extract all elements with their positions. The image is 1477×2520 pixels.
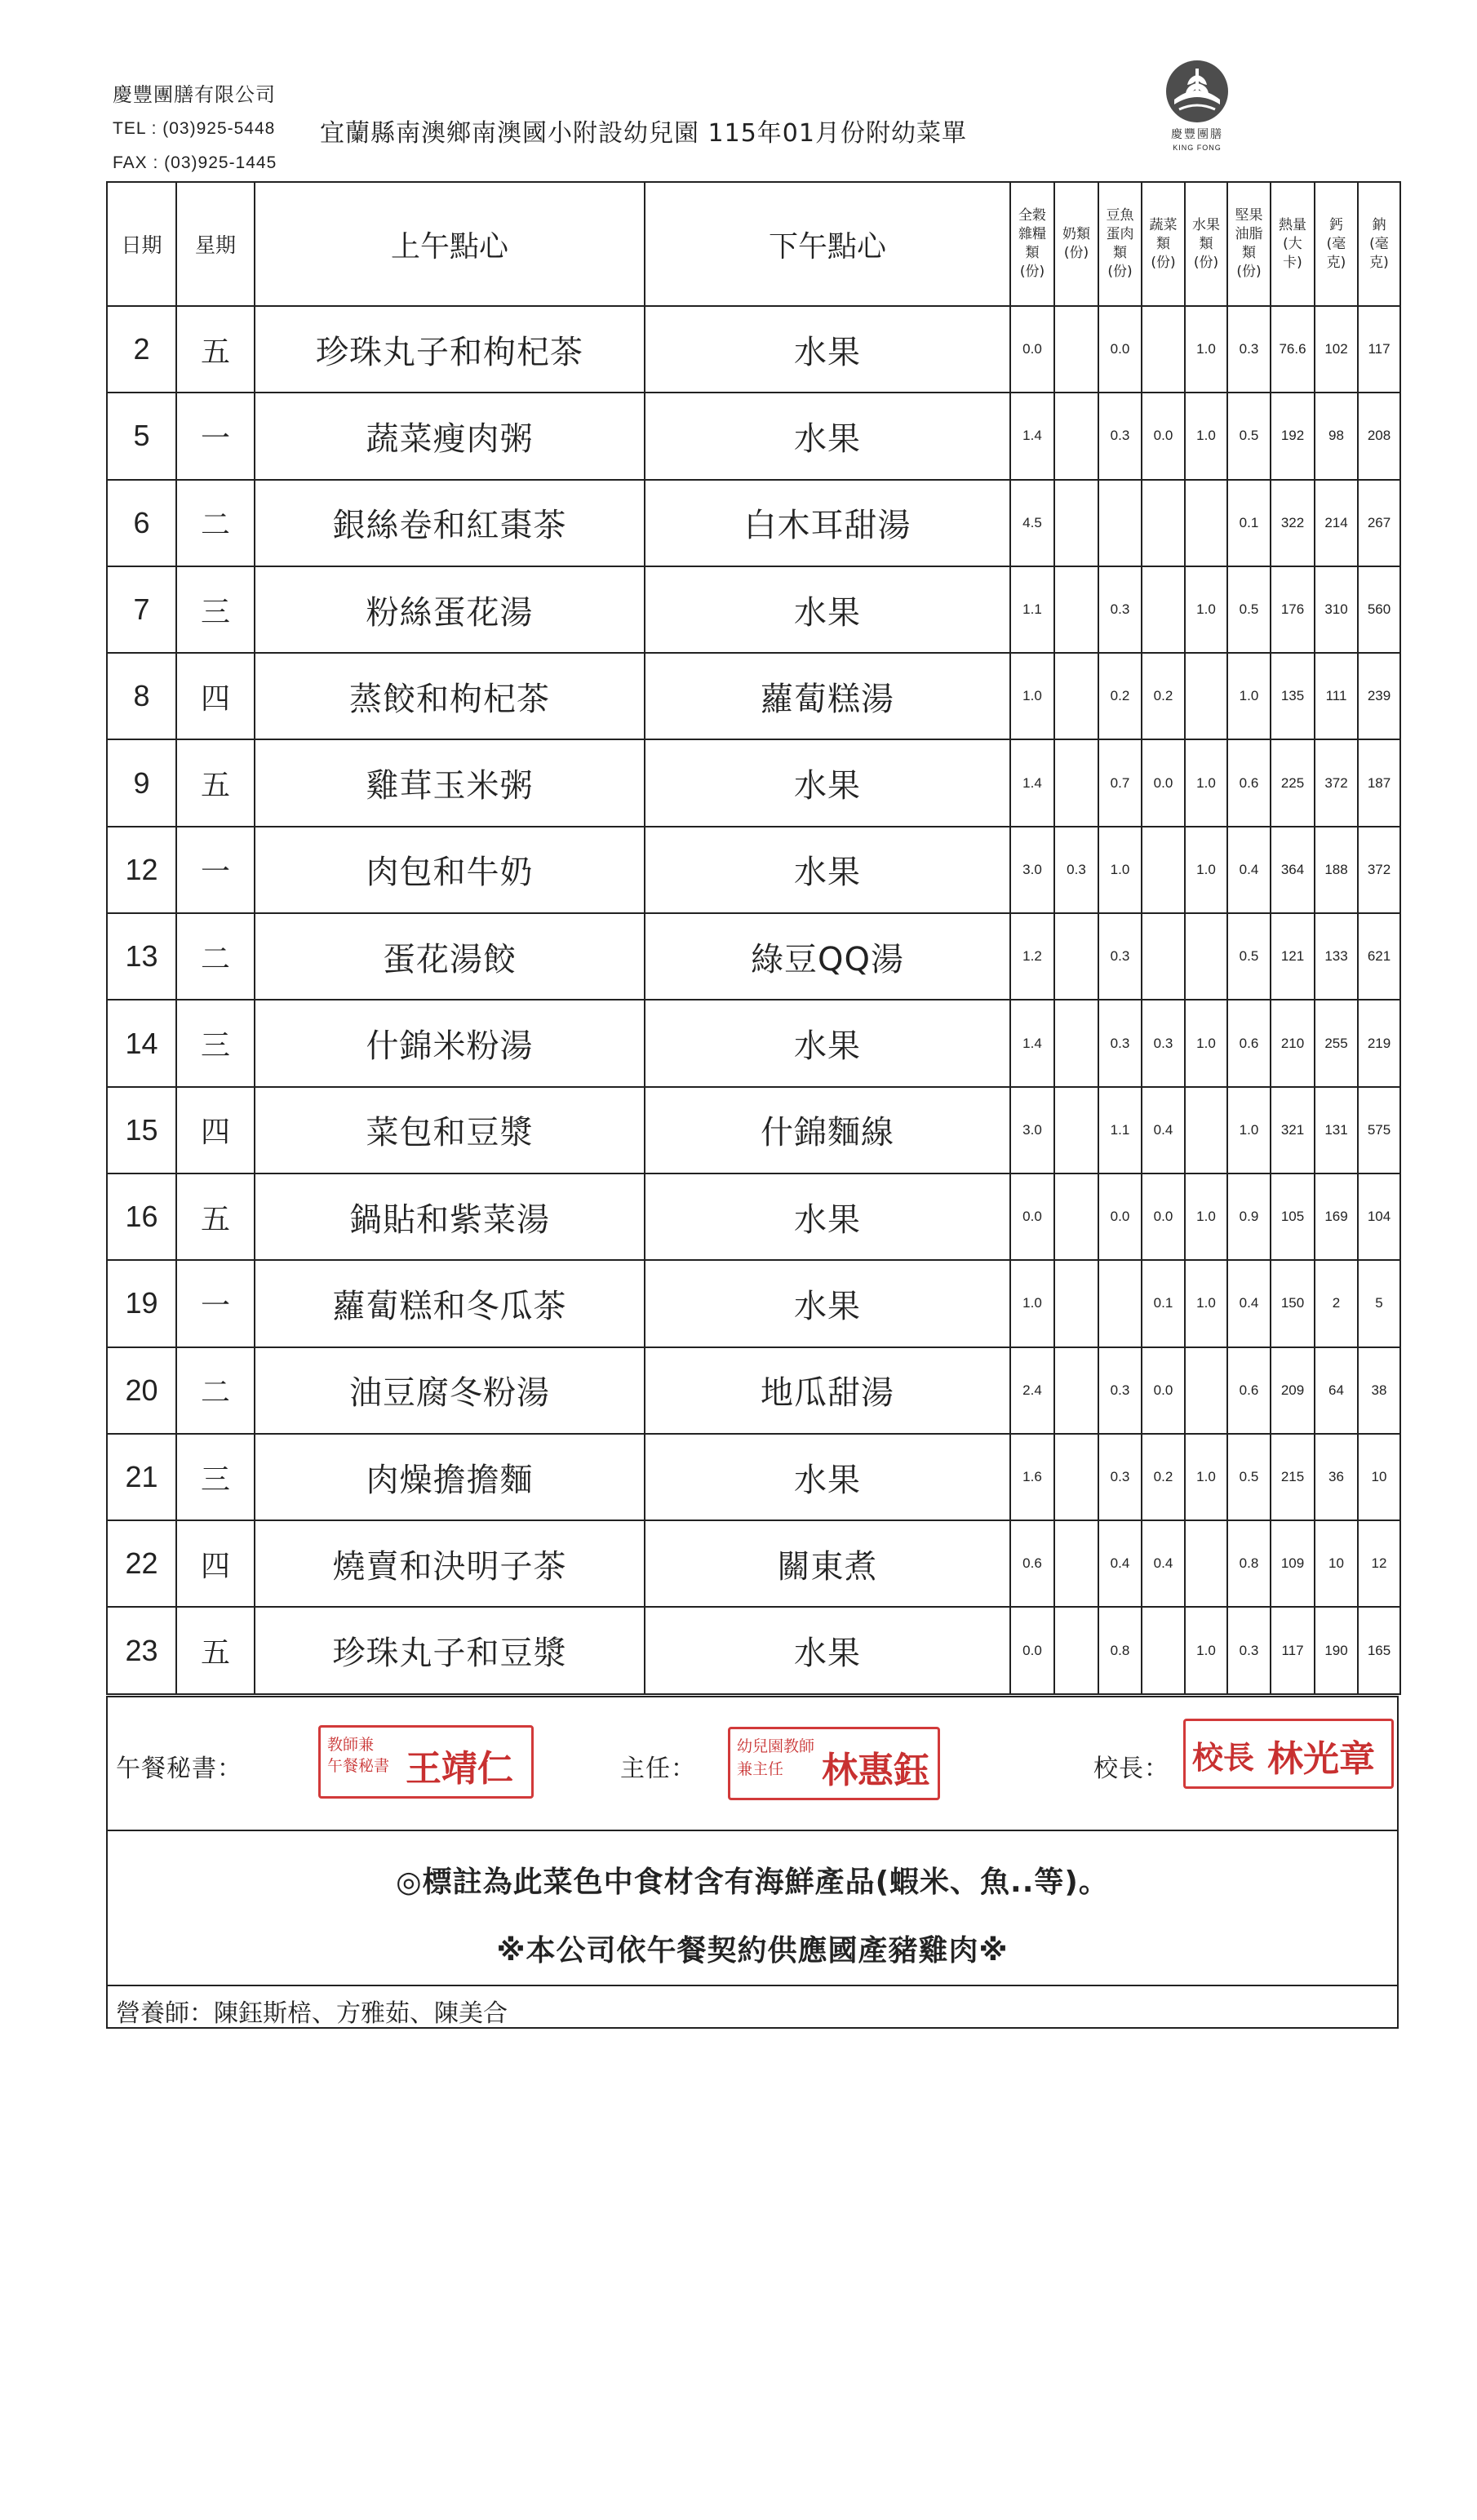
nut-oil-cell: 0.9: [1227, 1173, 1271, 1260]
company-tel: TEL : (03)925-5448: [113, 119, 276, 138]
notes-box: [106, 1830, 1399, 1986]
header-line: 全穀: [1018, 207, 1046, 224]
weekday-cell: 三: [176, 1000, 255, 1086]
fruit-cell: [1185, 480, 1227, 566]
grain-cell: 1.0: [1010, 1260, 1054, 1347]
table-row: [107, 739, 1400, 826]
fruit-cell: [1185, 653, 1227, 739]
calories-cell: 176: [1271, 566, 1315, 653]
nut-oil-cell: 1.0: [1227, 653, 1271, 739]
sodium-cell: 187: [1358, 739, 1400, 826]
header-line: (份): [1063, 245, 1089, 261]
grain-cell: 1.2: [1010, 913, 1054, 1000]
date-cell: 9: [107, 739, 176, 826]
header-line: 類: [1199, 235, 1213, 252]
header-nut-oil: [1227, 182, 1271, 306]
table-row: [107, 827, 1400, 913]
header-date: 日期: [107, 182, 176, 306]
vegetable-cell: [1142, 1607, 1185, 1693]
table-row: [107, 1087, 1400, 1173]
am-snack-cell: 蛋花湯餃: [255, 913, 645, 1000]
protein-cell: 0.7: [1098, 739, 1142, 826]
header-line: 蛋肉: [1106, 226, 1134, 242]
pm-snack-cell: 水果: [645, 306, 1010, 393]
am-snack-cell: 雞茸玉米粥: [255, 739, 645, 826]
header-line: (毫: [1326, 235, 1346, 252]
weekday-cell: 五: [176, 1173, 255, 1260]
weekday-cell: 二: [176, 913, 255, 1000]
sodium-cell: 12: [1358, 1520, 1400, 1607]
calories-cell: 121: [1271, 913, 1315, 1000]
nut-oil-cell: 0.6: [1227, 739, 1271, 826]
header-calcium: [1315, 182, 1358, 306]
dairy-cell: [1054, 1347, 1098, 1434]
header-line: 類: [1156, 235, 1170, 252]
dairy-cell: [1054, 739, 1098, 826]
pm-snack-cell: 水果: [645, 566, 1010, 653]
am-snack-cell: 珍珠丸子和枸杞茶: [255, 306, 645, 393]
footer: [106, 1696, 1399, 2520]
date-cell: 13: [107, 913, 176, 1000]
nut-oil-cell: 0.3: [1227, 306, 1271, 393]
table-row: [107, 913, 1400, 1000]
header-line: 類: [1025, 245, 1040, 261]
calories-cell: 105: [1271, 1173, 1315, 1260]
principal-stamp-title: 校長: [1192, 1739, 1255, 1776]
pm-snack-cell: 關東煮: [645, 1520, 1010, 1607]
header-calories: [1271, 182, 1315, 306]
protein-cell: 0.3: [1098, 913, 1142, 1000]
header-line: 奶類: [1062, 226, 1090, 242]
pm-snack-cell: 水果: [645, 1260, 1010, 1347]
header-am-snack: 上午點心: [255, 182, 645, 306]
am-snack-cell: 肉燥擔擔麵: [255, 1434, 645, 1520]
calories-cell: 321: [1271, 1087, 1315, 1173]
dairy-cell: [1054, 1000, 1098, 1086]
calories-cell: 364: [1271, 827, 1315, 913]
date-cell: 22: [107, 1520, 176, 1607]
director-label: 主任：: [620, 1755, 696, 1783]
calories-cell: 322: [1271, 480, 1315, 566]
header-line: 水果: [1192, 216, 1220, 233]
grain-cell: 1.4: [1010, 393, 1054, 479]
sodium-cell: 38: [1358, 1347, 1400, 1434]
secretary-stamp-line1: 教師兼: [327, 1736, 375, 1754]
protein-cell: 0.8: [1098, 1607, 1142, 1693]
calcium-cell: 190: [1315, 1607, 1358, 1693]
sodium-cell: 5: [1358, 1260, 1400, 1347]
grain-cell: 1.4: [1010, 739, 1054, 826]
sodium-cell: 575: [1358, 1087, 1400, 1173]
grain-cell: 3.0: [1010, 827, 1054, 913]
header-fruit: [1185, 182, 1227, 306]
pm-snack-cell: 水果: [645, 1434, 1010, 1520]
weekday-cell: 一: [176, 393, 255, 479]
vegetable-cell: 0.0: [1142, 1173, 1185, 1260]
protein-cell: 0.3: [1098, 1000, 1142, 1086]
dairy-cell: [1054, 1607, 1098, 1693]
table-row: [107, 1000, 1400, 1086]
nut-oil-cell: 0.5: [1227, 1434, 1271, 1520]
calcium-cell: 372: [1315, 739, 1358, 826]
secretary-stamp-name: 王靖仁: [406, 1748, 513, 1790]
document-title: 宜蘭縣南澳鄉南澳國小附設幼兒園 115年01月份附幼菜單: [320, 119, 967, 148]
calories-cell: 135: [1271, 653, 1315, 739]
weekday-cell: 一: [176, 827, 255, 913]
nut-oil-cell: 1.0: [1227, 1087, 1271, 1173]
table-header-row: [107, 182, 1400, 306]
nut-oil-cell: 0.4: [1227, 827, 1271, 913]
calcium-cell: 64: [1315, 1347, 1358, 1434]
calories-cell: 215: [1271, 1434, 1315, 1520]
header-line: 鈉: [1372, 216, 1386, 233]
pm-snack-cell: 水果: [645, 739, 1010, 826]
grain-cell: 1.6: [1010, 1434, 1054, 1520]
header-line: (份): [1019, 264, 1045, 280]
calcium-cell: 36: [1315, 1434, 1358, 1520]
header-line: (毫: [1369, 235, 1389, 252]
am-snack-cell: 什錦米粉湯: [255, 1000, 645, 1086]
calories-cell: 192: [1271, 393, 1315, 479]
date-cell: 16: [107, 1173, 176, 1260]
date-cell: 8: [107, 653, 176, 739]
fruit-cell: [1185, 913, 1227, 1000]
weekday-cell: 三: [176, 566, 255, 653]
fruit-cell: 1.0: [1185, 739, 1227, 826]
fruit-cell: 1.0: [1185, 1000, 1227, 1086]
calcium-cell: 111: [1315, 653, 1358, 739]
sodium-cell: 219: [1358, 1000, 1400, 1086]
vegetable-cell: 0.0: [1142, 393, 1185, 479]
fruit-cell: 1.0: [1185, 393, 1227, 479]
date-cell: 21: [107, 1434, 176, 1520]
pm-snack-cell: 水果: [645, 393, 1010, 479]
weekday-cell: 四: [176, 653, 255, 739]
nut-oil-cell: 0.5: [1227, 393, 1271, 479]
table-row: [107, 1607, 1400, 1693]
dairy-cell: [1054, 1087, 1098, 1173]
header-line: 雜糧: [1018, 226, 1046, 242]
vegetable-cell: [1142, 827, 1185, 913]
header-weekday: 星期: [176, 182, 255, 306]
weekday-cell: 四: [176, 1520, 255, 1607]
date-cell: 2: [107, 306, 176, 393]
grain-cell: 1.1: [1010, 566, 1054, 653]
company-logo: [1136, 57, 1258, 180]
date-cell: 15: [107, 1087, 176, 1173]
protein-cell: 0.3: [1098, 1347, 1142, 1434]
header-sodium: [1358, 182, 1400, 306]
calcium-cell: 98: [1315, 393, 1358, 479]
protein-cell: 0.2: [1098, 653, 1142, 739]
fruit-cell: 1.0: [1185, 1434, 1227, 1520]
director-stamp: [728, 1727, 940, 1800]
date-cell: 12: [107, 827, 176, 913]
grain-cell: 3.0: [1010, 1087, 1054, 1173]
vegetable-cell: [1142, 480, 1185, 566]
dairy-cell: [1054, 566, 1098, 653]
am-snack-cell: 銀絲卷和紅棗茶: [255, 480, 645, 566]
director-stamp-line1: 幼兒園教師: [737, 1737, 815, 1755]
company-fax: FAX : (03)925-1445: [113, 153, 277, 172]
wheat-logo-icon: [1163, 57, 1231, 126]
vegetable-cell: 0.4: [1142, 1520, 1185, 1607]
grain-cell: 2.4: [1010, 1347, 1054, 1434]
header-line: 類: [1242, 245, 1256, 261]
vegetable-cell: 0.4: [1142, 1087, 1185, 1173]
sodium-cell: 165: [1358, 1607, 1400, 1693]
vegetable-cell: 0.2: [1142, 1434, 1185, 1520]
calcium-cell: 131: [1315, 1087, 1358, 1173]
dairy-cell: [1054, 653, 1098, 739]
principal-stamp: [1183, 1719, 1394, 1789]
calories-cell: 150: [1271, 1260, 1315, 1347]
nut-oil-cell: 0.1: [1227, 480, 1271, 566]
date-cell: 6: [107, 480, 176, 566]
calcium-cell: 214: [1315, 480, 1358, 566]
am-snack-cell: 蒸餃和枸杞茶: [255, 653, 645, 739]
fruit-cell: 1.0: [1185, 1607, 1227, 1693]
calories-cell: 225: [1271, 739, 1315, 826]
dairy-cell: [1054, 1260, 1098, 1347]
pm-snack-cell: 水果: [645, 827, 1010, 913]
secretary-stamp-line2: 午餐秘書: [327, 1757, 390, 1775]
fruit-cell: 1.0: [1185, 1173, 1227, 1260]
nut-oil-cell: 0.5: [1227, 913, 1271, 1000]
table-row: [107, 566, 1400, 653]
header-line: (份): [1151, 254, 1176, 271]
header-line: 克): [1326, 254, 1346, 271]
date-cell: 19: [107, 1260, 176, 1347]
grain-cell: 0.6: [1010, 1520, 1054, 1607]
logo-text-cn: 慶豐團膳: [1171, 128, 1223, 141]
nut-oil-cell: 0.3: [1227, 1607, 1271, 1693]
sodium-cell: 117: [1358, 306, 1400, 393]
calories-cell: 76.6: [1271, 306, 1315, 393]
vegetable-cell: 0.0: [1142, 1347, 1185, 1434]
table-row: [107, 480, 1400, 566]
vegetable-cell: [1142, 306, 1185, 393]
header-pm-snack: 下午點心: [645, 182, 1010, 306]
sodium-cell: 621: [1358, 913, 1400, 1000]
protein-cell: 0.3: [1098, 566, 1142, 653]
header-line: 蔬菜: [1149, 216, 1178, 233]
nutritionist-names: 營養師：陳鈺斯棓、方雅茹、陳美合: [116, 1999, 508, 2028]
company-name: 慶豐團膳有限公司: [113, 83, 276, 106]
vegetable-cell: 0.0: [1142, 739, 1185, 826]
weekday-cell: 二: [176, 1347, 255, 1434]
grain-cell: 0.0: [1010, 1173, 1054, 1260]
principal-stamp-name: 林光章: [1267, 1738, 1375, 1780]
fruit-cell: [1185, 1087, 1227, 1173]
calcium-cell: 169: [1315, 1173, 1358, 1260]
protein-cell: 0.0: [1098, 1173, 1142, 1260]
dairy-cell: 0.3: [1054, 827, 1098, 913]
grain-cell: 1.4: [1010, 1000, 1054, 1086]
calcium-cell: 133: [1315, 913, 1358, 1000]
protein-cell: 1.0: [1098, 827, 1142, 913]
dairy-cell: [1054, 913, 1098, 1000]
pm-snack-cell: 什錦麵線: [645, 1087, 1010, 1173]
calcium-cell: 10: [1315, 1520, 1358, 1607]
table-row: [107, 1434, 1400, 1520]
header-line: 堅果: [1235, 207, 1263, 224]
header-vegetable: [1142, 182, 1185, 306]
protein-cell: 0.0: [1098, 306, 1142, 393]
nut-oil-cell: 0.8: [1227, 1520, 1271, 1607]
secretary-stamp: [318, 1725, 534, 1799]
table-row: [107, 653, 1400, 739]
protein-cell: [1098, 1260, 1142, 1347]
am-snack-cell: 肉包和牛奶: [255, 827, 645, 913]
sodium-cell: 208: [1358, 393, 1400, 479]
header-line: 卡): [1283, 254, 1302, 271]
header-line: 油脂: [1235, 226, 1263, 242]
dairy-cell: [1054, 1434, 1098, 1520]
table-row: [107, 306, 1400, 393]
weekday-cell: 二: [176, 480, 255, 566]
pm-snack-cell: 水果: [645, 1000, 1010, 1086]
dairy-cell: [1054, 1520, 1098, 1607]
secretary-label: 午餐秘書：: [116, 1755, 242, 1783]
calcium-cell: 2: [1315, 1260, 1358, 1347]
date-cell: 7: [107, 566, 176, 653]
pm-snack-cell: 水果: [645, 1173, 1010, 1260]
logo-text-en: KING FONG: [1173, 144, 1222, 152]
pm-snack-cell: 水果: [645, 1607, 1010, 1693]
table-row: [107, 393, 1400, 479]
date-cell: 20: [107, 1347, 176, 1434]
weekday-cell: 五: [176, 306, 255, 393]
pm-snack-cell: 蘿蔔糕湯: [645, 653, 1010, 739]
pm-snack-cell: 綠豆QQ湯: [645, 913, 1010, 1000]
table-row: [107, 1173, 1400, 1260]
fruit-cell: 1.0: [1185, 566, 1227, 653]
calcium-cell: 255: [1315, 1000, 1358, 1086]
fruit-cell: 1.0: [1185, 1260, 1227, 1347]
protein-cell: [1098, 480, 1142, 566]
calories-cell: 209: [1271, 1347, 1315, 1434]
am-snack-cell: 菜包和豆漿: [255, 1087, 645, 1173]
header-line: (份): [1107, 264, 1133, 280]
sodium-cell: 104: [1358, 1173, 1400, 1260]
header-line: 類: [1113, 245, 1127, 261]
calcium-cell: 310: [1315, 566, 1358, 653]
principal-label: 校長：: [1093, 1755, 1169, 1783]
table-row: [107, 1520, 1400, 1607]
sodium-cell: 239: [1358, 653, 1400, 739]
am-snack-cell: 燒賣和決明子茶: [255, 1520, 645, 1607]
vegetable-cell: 0.1: [1142, 1260, 1185, 1347]
calories-cell: 109: [1271, 1520, 1315, 1607]
fruit-cell: 1.0: [1185, 827, 1227, 913]
header-grain: [1010, 182, 1054, 306]
header-line: 豆魚: [1106, 207, 1134, 224]
protein-cell: 1.1: [1098, 1087, 1142, 1173]
nutritionist-row: [106, 1986, 1399, 2029]
vegetable-cell: 0.2: [1142, 653, 1185, 739]
header-protein: [1098, 182, 1142, 306]
grain-cell: 1.0: [1010, 653, 1054, 739]
dairy-cell: [1054, 1173, 1098, 1260]
pm-snack-cell: 白木耳甜湯: [645, 480, 1010, 566]
date-cell: 23: [107, 1607, 176, 1693]
dairy-cell: [1054, 480, 1098, 566]
calories-cell: 210: [1271, 1000, 1315, 1086]
am-snack-cell: 粉絲蛋花湯: [255, 566, 645, 653]
grain-cell: 4.5: [1010, 480, 1054, 566]
menu-table-body: [107, 306, 1400, 1694]
vegetable-cell: 0.3: [1142, 1000, 1185, 1086]
vegetable-cell: [1142, 913, 1185, 1000]
table-row: [107, 1347, 1400, 1434]
signature-row: [106, 1696, 1399, 1831]
nut-oil-cell: 0.5: [1227, 566, 1271, 653]
sodium-cell: 267: [1358, 480, 1400, 566]
sodium-cell: 10: [1358, 1434, 1400, 1520]
pork-note: ※本公司依午餐契約供應國產豬雞肉※: [496, 1934, 1009, 1968]
dairy-cell: [1054, 306, 1098, 393]
header-line: (份): [1236, 264, 1262, 280]
protein-cell: 0.4: [1098, 1520, 1142, 1607]
header-line: (份): [1193, 254, 1219, 271]
date-cell: 14: [107, 1000, 176, 1086]
header-line: 熱量: [1279, 216, 1306, 233]
dairy-cell: [1054, 393, 1098, 479]
weekday-cell: 五: [176, 1607, 255, 1693]
calories-cell: 117: [1271, 1607, 1315, 1693]
fruit-cell: [1185, 1520, 1227, 1607]
fruit-cell: 1.0: [1185, 306, 1227, 393]
weekday-cell: 五: [176, 739, 255, 826]
am-snack-cell: 蔬菜瘦肉粥: [255, 393, 645, 479]
weekday-cell: 四: [176, 1087, 255, 1173]
director-stamp-line2: 兼主任: [737, 1760, 784, 1778]
director-stamp-name: 林惠鈺: [822, 1750, 929, 1791]
grain-cell: 0.0: [1010, 1607, 1054, 1693]
vegetable-cell: [1142, 566, 1185, 653]
calcium-cell: 102: [1315, 306, 1358, 393]
am-snack-cell: 珍珠丸子和豆漿: [255, 1607, 645, 1693]
table-row: [107, 1260, 1400, 1347]
weekday-cell: 三: [176, 1434, 255, 1520]
am-snack-cell: 蘿蔔糕和冬瓜茶: [255, 1260, 645, 1347]
grain-cell: 0.0: [1010, 306, 1054, 393]
nut-oil-cell: 0.6: [1227, 1347, 1271, 1434]
am-snack-cell: 油豆腐冬粉湯: [255, 1347, 645, 1434]
header-dairy: [1054, 182, 1098, 306]
date-cell: 5: [107, 393, 176, 479]
protein-cell: 0.3: [1098, 393, 1142, 479]
calcium-cell: 188: [1315, 827, 1358, 913]
header-line: 鈣: [1329, 216, 1343, 233]
nut-oil-cell: 0.6: [1227, 1000, 1271, 1086]
seafood-note: ◎標註為此菜色中食材含有海鮮產品(蝦米、魚..等)。: [396, 1866, 1109, 1899]
protein-cell: 0.3: [1098, 1434, 1142, 1520]
fruit-cell: [1185, 1347, 1227, 1434]
nut-oil-cell: 0.4: [1227, 1260, 1271, 1347]
pm-snack-cell: 地瓜甜湯: [645, 1347, 1010, 1434]
am-snack-cell: 鍋貼和紫菜湯: [255, 1173, 645, 1260]
header-line: 克): [1369, 254, 1389, 271]
menu-table: [106, 181, 1401, 1695]
sodium-cell: 372: [1358, 827, 1400, 913]
sodium-cell: 560: [1358, 566, 1400, 653]
weekday-cell: 一: [176, 1260, 255, 1347]
header-line: (大: [1283, 235, 1302, 252]
